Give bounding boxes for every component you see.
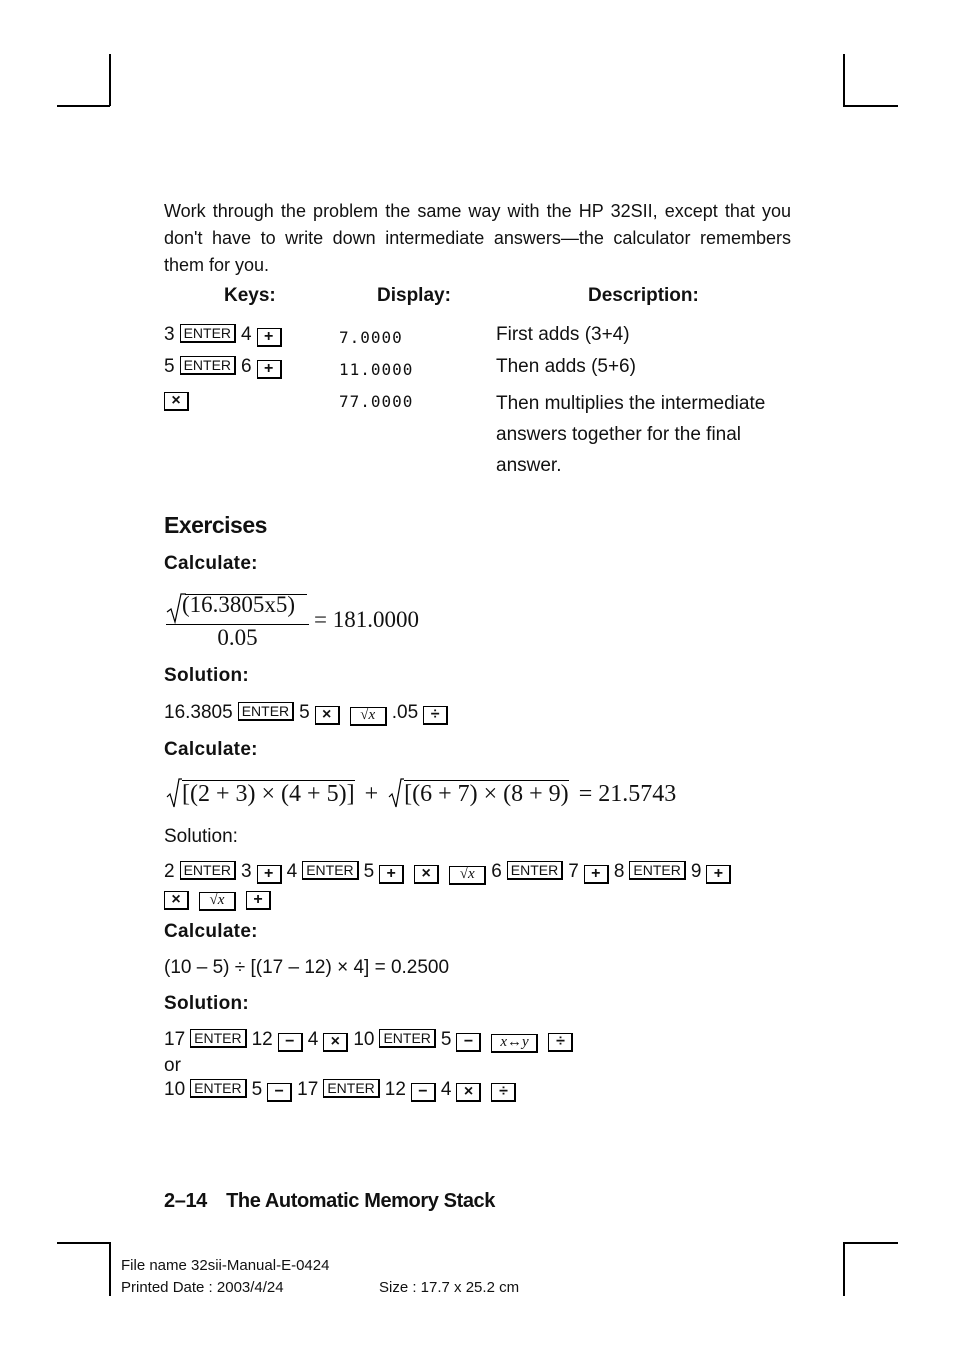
enter-key: ENTER [190, 1079, 246, 1098]
number-text: 6 [491, 861, 502, 882]
number-text: 4 [307, 1029, 319, 1050]
equation-sum-of-roots [166, 777, 676, 809]
solution-keys [159, 887, 276, 911]
calculate-label: Calculate: [164, 921, 258, 942]
header-keys: Keys: [224, 285, 276, 306]
plus-key: + [257, 328, 282, 347]
description-text: Then adds (5+6) [496, 356, 636, 377]
crop-mark [843, 1242, 845, 1296]
number-text: .05 [391, 702, 419, 723]
crop-mark [109, 1242, 111, 1296]
number-text: 3 [164, 324, 175, 345]
equation-text: (10 – 5) ÷ [(17 – 12) × 4] = 0.2500 [164, 957, 450, 978]
number-text: 4 [286, 861, 298, 882]
calculate-label: Calculate: [164, 553, 258, 574]
number-text: 5 [251, 1079, 263, 1100]
solution-label: Solution: [164, 665, 250, 686]
solution-label: Solution: [164, 826, 238, 847]
minus-key: − [278, 1033, 303, 1052]
sqrt-key: √x [199, 892, 236, 911]
number-text: 6 [241, 356, 252, 377]
sqrt-key: √x [350, 707, 387, 726]
solution-keys [164, 1029, 578, 1053]
plus-key: + [246, 891, 271, 910]
number-text: 2 [164, 861, 175, 882]
number-text: 5 [299, 702, 310, 723]
number-text: 4 [241, 324, 252, 345]
file-name: File name 32sii-Manual-E-0424 [121, 1257, 330, 1274]
number-text: 5 [164, 356, 175, 377]
header-display: Display: [377, 285, 451, 306]
print-size: Size : 17.7 x 25.2 cm [379, 1279, 520, 1296]
solution-keys [164, 861, 736, 885]
enter-key: ENTER [190, 1029, 246, 1048]
table-row-keys [159, 388, 194, 411]
intro-paragraph: Work through the problem the same way with the HP 32SII, except that you don't have to write down intermediate answers—the calculator remembers them for you. [164, 201, 791, 275]
number-text: 12 [384, 1079, 406, 1100]
enter-key: ENTER [379, 1029, 435, 1048]
plus-key: + [584, 865, 609, 884]
equation-result: = 181.0000 [314, 607, 419, 632]
enter-key: ENTER [180, 356, 236, 375]
divide-key: ÷ [491, 1083, 516, 1102]
sqrt-icon [388, 777, 404, 809]
display-value: 11.0000 [339, 360, 414, 379]
crop-mark [843, 105, 898, 107]
plus-key: + [257, 360, 282, 379]
number-text: 17 [297, 1079, 319, 1100]
printed-date: Printed Date : 2003/4/24 [121, 1279, 284, 1296]
number-text: 10 [353, 1029, 375, 1050]
description-text: First adds (3+4) [496, 324, 630, 345]
divide-key: ÷ [548, 1033, 573, 1052]
enter-key: ENTER [323, 1079, 379, 1098]
crop-mark [109, 54, 111, 106]
equation-result: = 21.5743 [578, 781, 677, 807]
enter-key: ENTER [180, 324, 236, 343]
or-text: or [164, 1055, 181, 1076]
plus-key: + [379, 865, 404, 884]
solution-keys [164, 702, 453, 726]
plus-sign: + [364, 781, 379, 807]
chapter-title: The Automatic Memory Stack [226, 1190, 496, 1212]
sqrt-key: √x [449, 866, 486, 885]
swap-xy-key: x↔y [491, 1034, 538, 1053]
multiply-key: × [323, 1033, 348, 1052]
plus-key: + [706, 865, 731, 884]
denominator: 0.05 [217, 625, 258, 650]
root-term: [(6 + 7) × (8 + 9) [404, 781, 569, 807]
table-row-keys [164, 324, 287, 347]
minus-key: − [411, 1083, 436, 1102]
divide-key: ÷ [423, 706, 448, 725]
number-text: 12 [251, 1029, 273, 1050]
page-footer [164, 1190, 495, 1213]
number-text: 10 [164, 1079, 186, 1100]
number-text: 8 [613, 861, 625, 882]
crop-mark [843, 1242, 898, 1244]
number-text: 9 [690, 861, 702, 882]
solution-label: Solution: [164, 993, 250, 1014]
multiply-key: × [456, 1083, 481, 1102]
number-text: 7 [568, 861, 579, 882]
calculate-label: Calculate: [164, 739, 258, 760]
crop-mark [57, 1242, 110, 1244]
number-text: 3 [241, 861, 252, 882]
sqrt-icon [166, 777, 182, 809]
multiply-key: × [315, 706, 340, 725]
enter-key: ENTER [302, 861, 358, 880]
enter-key: ENTER [238, 702, 294, 721]
display-value: 77.0000 [339, 392, 414, 411]
minus-key: − [456, 1033, 481, 1052]
number-text: 17 [164, 1029, 186, 1050]
display-value: 7.0000 [339, 328, 403, 347]
plus-key: + [257, 865, 282, 884]
header-description: Description: [588, 285, 699, 306]
multiply-key: × [414, 865, 439, 884]
number-text: 16.3805 [164, 702, 233, 723]
multiply-key: × [164, 891, 189, 910]
crop-mark [843, 54, 845, 106]
root-term: [(2 + 3) × (4 + 5)] [182, 781, 355, 807]
number-text: 5 [363, 861, 375, 882]
exercises-heading: Exercises [164, 512, 267, 538]
multiply-key: × [164, 392, 189, 411]
number-text: 5 [440, 1029, 452, 1050]
equation-fraction [166, 592, 311, 651]
number-text: 4 [440, 1079, 452, 1100]
enter-key: ENTER [180, 861, 236, 880]
table-row-keys [164, 356, 287, 379]
page-number: 2–14 [164, 1190, 207, 1212]
solution-keys [164, 1079, 521, 1102]
description-text: Then multiplies the intermediate answers together for the final answer. [496, 393, 766, 476]
enter-key: ENTER [507, 861, 563, 880]
enter-key: ENTER [629, 861, 685, 880]
minus-key: − [267, 1083, 292, 1102]
crop-mark [57, 105, 110, 107]
numerator: (16.3805x5) [182, 592, 296, 617]
